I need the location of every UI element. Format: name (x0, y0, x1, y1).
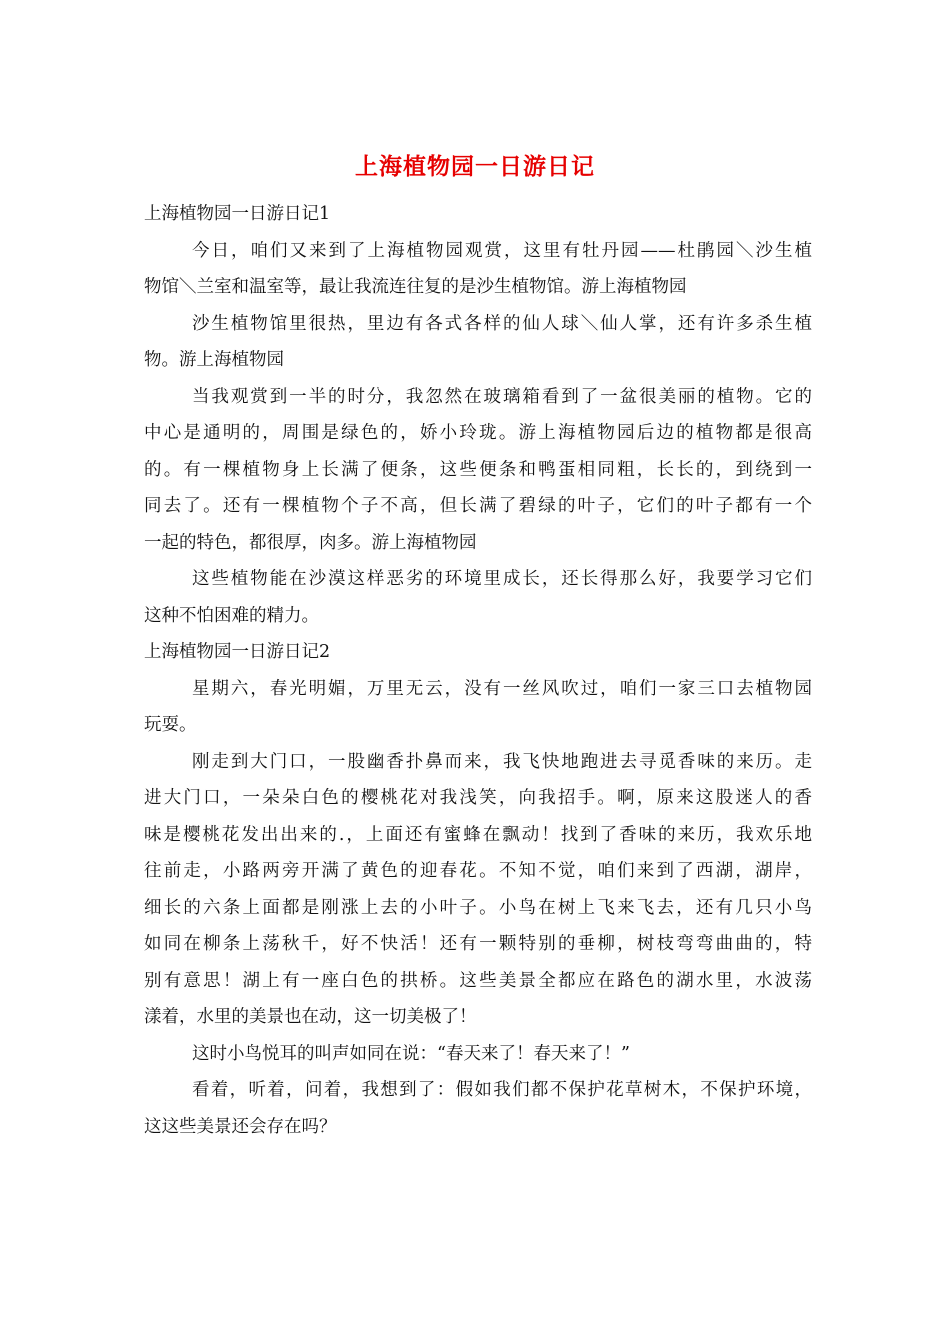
document-title: 上海植物园一日游日记 (355, 153, 595, 180)
paragraph-line: 今日，咱们又来到了上海植物园观赏，这里有牡丹园——杜鹃园＼沙生植 (192, 240, 812, 261)
paragraph (144, 233, 812, 306)
paragraph-line: 玩耍。 (144, 715, 197, 735)
entry-heading: 上海植物园一日游日记1 (144, 204, 331, 224)
paragraph-line: 如同在柳条上荡秋千，好不快活！还有一颗特别的垂柳，树枝弯弯曲曲的，特 (144, 934, 812, 954)
paragraph-line: 这这些美景还会存在吗？ (144, 1116, 337, 1137)
paragraph-line: 中心是通明的，周围是绿色的，娇小玲珑。游上海植物园后边的植物都是很高 (144, 423, 812, 443)
paragraph-line: 进大门口，一朵朵白色的樱桃花对我浅笑，向我招手。啊，原来这股迷人的香 (144, 788, 812, 808)
paragraph-line: 这些植物能在沙漠这样恶劣的环境里成长，还长得那么好，我要学习它们 (192, 569, 812, 589)
paragraph-line: 物。游上海植物园 (144, 350, 284, 370)
paragraph-line: 细长的六条上面都是刚涨上去的小叶子。小鸟在树上飞来飞去，还有几只小鸟 (144, 897, 812, 918)
paragraph (144, 306, 812, 379)
paragraph-line: 看着，听着，问着，我想到了：假如我们都不保护花草树木，不保护环境， (192, 1080, 812, 1100)
paragraph-line: 同去了。还有一棵植物个子不高，但长满了碧绿的叶子，它们的叶子都有一个 (144, 496, 812, 516)
diary-entry-2 (144, 634, 812, 1145)
paragraph (144, 671, 812, 744)
paragraph (144, 1036, 812, 1073)
paragraph-line: 沙生植物馆里很热，里边有各式各样的仙人球＼仙人掌，还有许多杀生植 (192, 313, 812, 334)
paragraph (144, 379, 812, 562)
paragraph-line: 往前走，小路两旁开满了黄色的迎春花。不知不觉，咱们来到了西湖，湖岸， (144, 861, 812, 881)
paragraph-line: 星期六，春光明媚，万里无云，没有一丝风吹过，咱们一家三口去植物园 (192, 678, 812, 699)
paragraph (144, 744, 812, 1036)
paragraph-line: 这时小鸟悦耳的叫声如同在说：“春天来了！春天来了！” (192, 1043, 630, 1064)
document-body (144, 196, 812, 1145)
paragraph-line: 物馆＼兰室和温室等，最让我流连往复的是沙生植物馆。游上海植物园 (144, 277, 687, 297)
paragraph-line: 这种不怕困难的精力。 (144, 605, 319, 626)
paragraph-line: 当我观赏到一半的时分，我忽然在玻璃箱看到了一盆很美丽的植物。它的 (192, 386, 812, 407)
paragraph (144, 1072, 812, 1145)
paragraph-line: 的。有一棵植物身上长满了便条，这些便条和鸭蛋相同粗，长长的，到绕到一 (144, 459, 812, 480)
paragraph-line: 味是樱桃花发出出来的.，上面还有蜜蜂在飘动！找到了香味的来历，我欢乐地 (144, 824, 812, 845)
paragraph-line: 别有意思！湖上有一座白色的拱桥。这些美景全都应在路色的湖水里，水波荡 (144, 970, 812, 991)
paragraph-line: 刚走到大门口，一股幽香扑鼻而来，我飞快地跑进去寻觅香味的来历。走 (192, 751, 812, 772)
paragraph-line: 一起的特色，都很厚，肉多。游上海植物园 (144, 532, 477, 553)
entry-heading: 上海植物园一日游日记2 (144, 642, 331, 662)
paragraph (144, 561, 812, 634)
diary-entry-1 (144, 196, 812, 634)
paragraph-line: 漾着，水里的美景也在动，这一切美极了！ (144, 1007, 477, 1027)
